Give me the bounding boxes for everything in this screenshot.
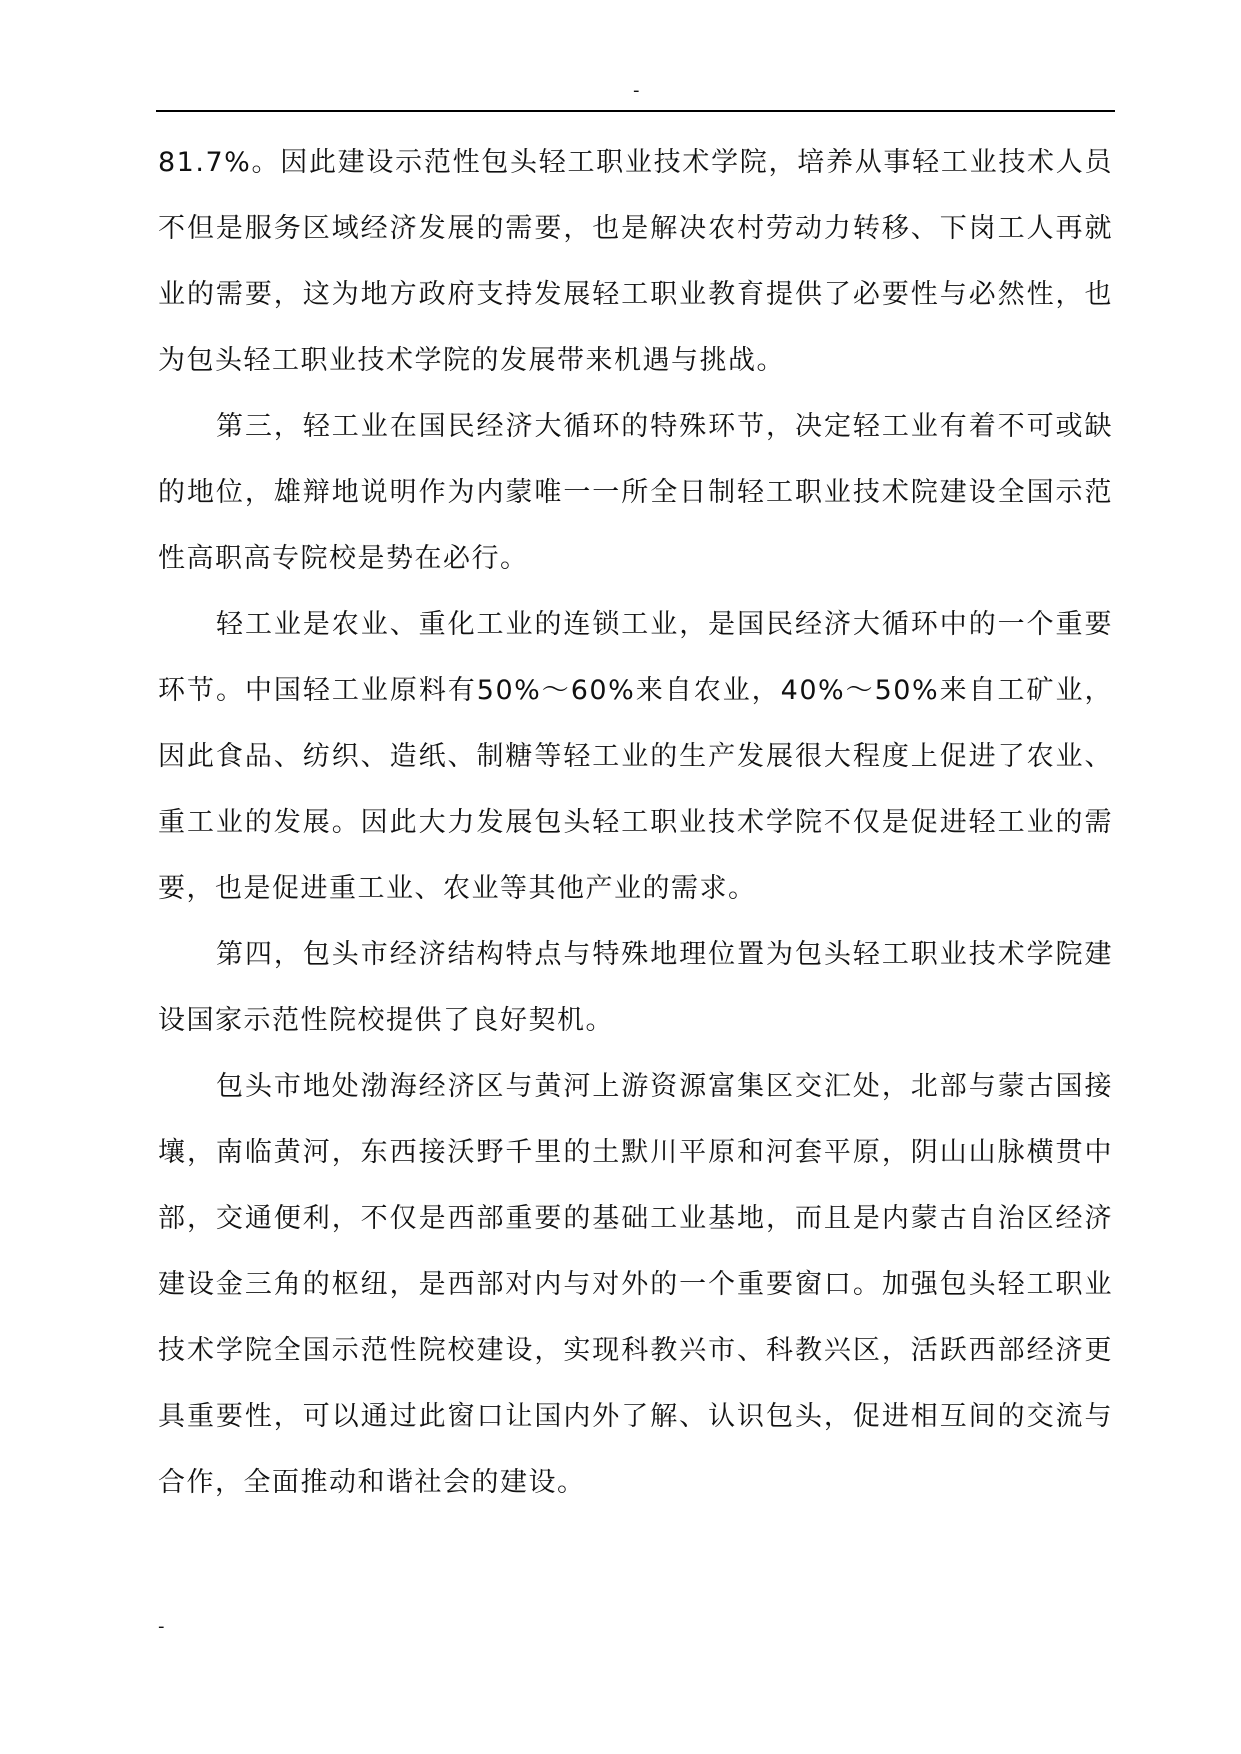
paragraph-3: 轻工业是农业、重化工业的连锁工业，是国民经济大循环中的一个重要环节。中国轻工业原料有50%～60%来自农业，40%～50%来自工矿业，因此食品、纺织、造纸、制糖等轻工业的生产发展很大程度上促进了农业、重工业的发展。因此大力发展包头轻工职业技术学院不仅是促进轻工业的需要，也是促进重工业、农业等其他产业的需求。 — [158, 609, 1113, 904]
page-footer-mark: - — [158, 1616, 165, 1637]
header-divider — [156, 110, 1115, 112]
document-body — [158, 130, 1113, 1516]
paragraph-5: 包头市地处渤海经济区与黄河上游资源富集区交汇处，北部与蒙古国接壤，南临黄河，东西接沃野千里的土默川平原和河套平原，阴山山脉横贯中部，交通便利，不仅是西部重要的基础工业基地，而且是内蒙古自治区经济建设金三角的枢纽，是西部对内与对外的一个重要窗口。加强包头轻工职业技术学院全国示范性院校建设，实现科教兴市、科教兴区，活跃西部经济更具重要性，可以通过此窗口让国内外了解、认识包头，促进相互间的交流与合作，全面推动和谐社会的建设。 — [158, 1071, 1113, 1498]
paragraph-4: 第四，包头市经济结构特点与特殊地理位置为包头轻工职业技术学院建设国家示范性院校提供了良好契机。 — [158, 939, 1113, 1036]
page-header-mark: - — [633, 80, 640, 101]
paragraph-2: 第三，轻工业在国民经济大循环的特殊环节，决定轻工业有着不可或缺的地位，雄辩地说明作为内蒙唯一一所全日制轻工职业技术院建设全国示范性高职高专院校是势在必行。 — [158, 411, 1113, 574]
paragraph-1: 81.7%。因此建设示范性包头轻工职业技术学院，培养从事轻工业技术人员不但是服务区域经济发展的需要，也是解决农村劳动力转移、下岗工人再就业的需要，这为地方政府支持发展轻工职业教育提供了必要性与必然性，也为包头轻工职业技术学院的发展带来机遇与挑战。 — [158, 147, 1113, 376]
